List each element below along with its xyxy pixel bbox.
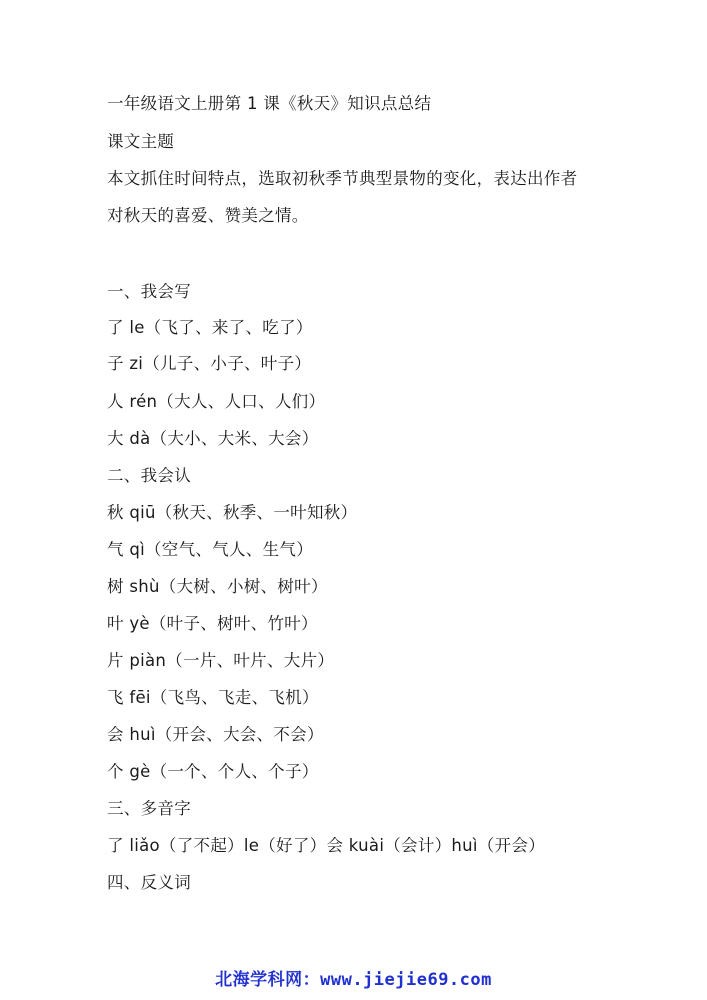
recognize-item: 叶 yè（叶子、树叶、竹叶）	[107, 614, 318, 633]
theme-text-line-1: 本文抓住时间特点，选取初秋季节典型景物的变化，表达出作者	[107, 169, 578, 188]
recognize-item: 秋 qiū（秋天、秋季、一叶知秋）	[107, 503, 358, 522]
polyphone-line: 了 liǎo（了不起）le（好了）会 kuài（会计）huì（开会）	[107, 836, 545, 855]
recognize-item: 飞 fēi（飞鸟、飞走、飞机）	[107, 688, 319, 707]
footer-site-label: 北海学科网：	[215, 970, 321, 990]
write-item: 大 dà（大小、大米、大会）	[107, 429, 319, 448]
write-item: 子 zi（儿子、小子、叶子）	[107, 354, 312, 373]
footer-watermark	[0, 965, 707, 990]
recognize-item: 气 qì（空气、气人、生气）	[107, 540, 314, 559]
section-heading-polyphone: 三、多音字	[107, 799, 191, 818]
section-heading-recognize: 二、我会认	[107, 466, 191, 485]
recognize-item: 片 piàn（一片、叶片、大片）	[107, 651, 335, 670]
theme-heading: 课文主题	[107, 132, 175, 151]
recognize-item: 个 gè（一个、个人、个子）	[107, 762, 319, 781]
recognize-item: 树 shù（大树、小树、树叶）	[107, 577, 328, 596]
footer-site-url[interactable]: www.jiejie69.com	[320, 970, 492, 990]
write-item: 了 le（飞了、来了、吃了）	[107, 318, 313, 337]
theme-text-line-2: 对秋天的喜爱、赞美之情。	[107, 206, 309, 225]
write-item: 人 rén（大人、人口、人们）	[107, 392, 326, 411]
section-heading-antonym: 四、反义词	[107, 873, 191, 892]
recognize-item: 会 huì（开会、大会、不会）	[107, 725, 324, 744]
document-title: 一年级语文上册第 1 课《秋天》知识点总结	[107, 94, 432, 113]
section-heading-write: 一、我会写	[107, 282, 191, 301]
